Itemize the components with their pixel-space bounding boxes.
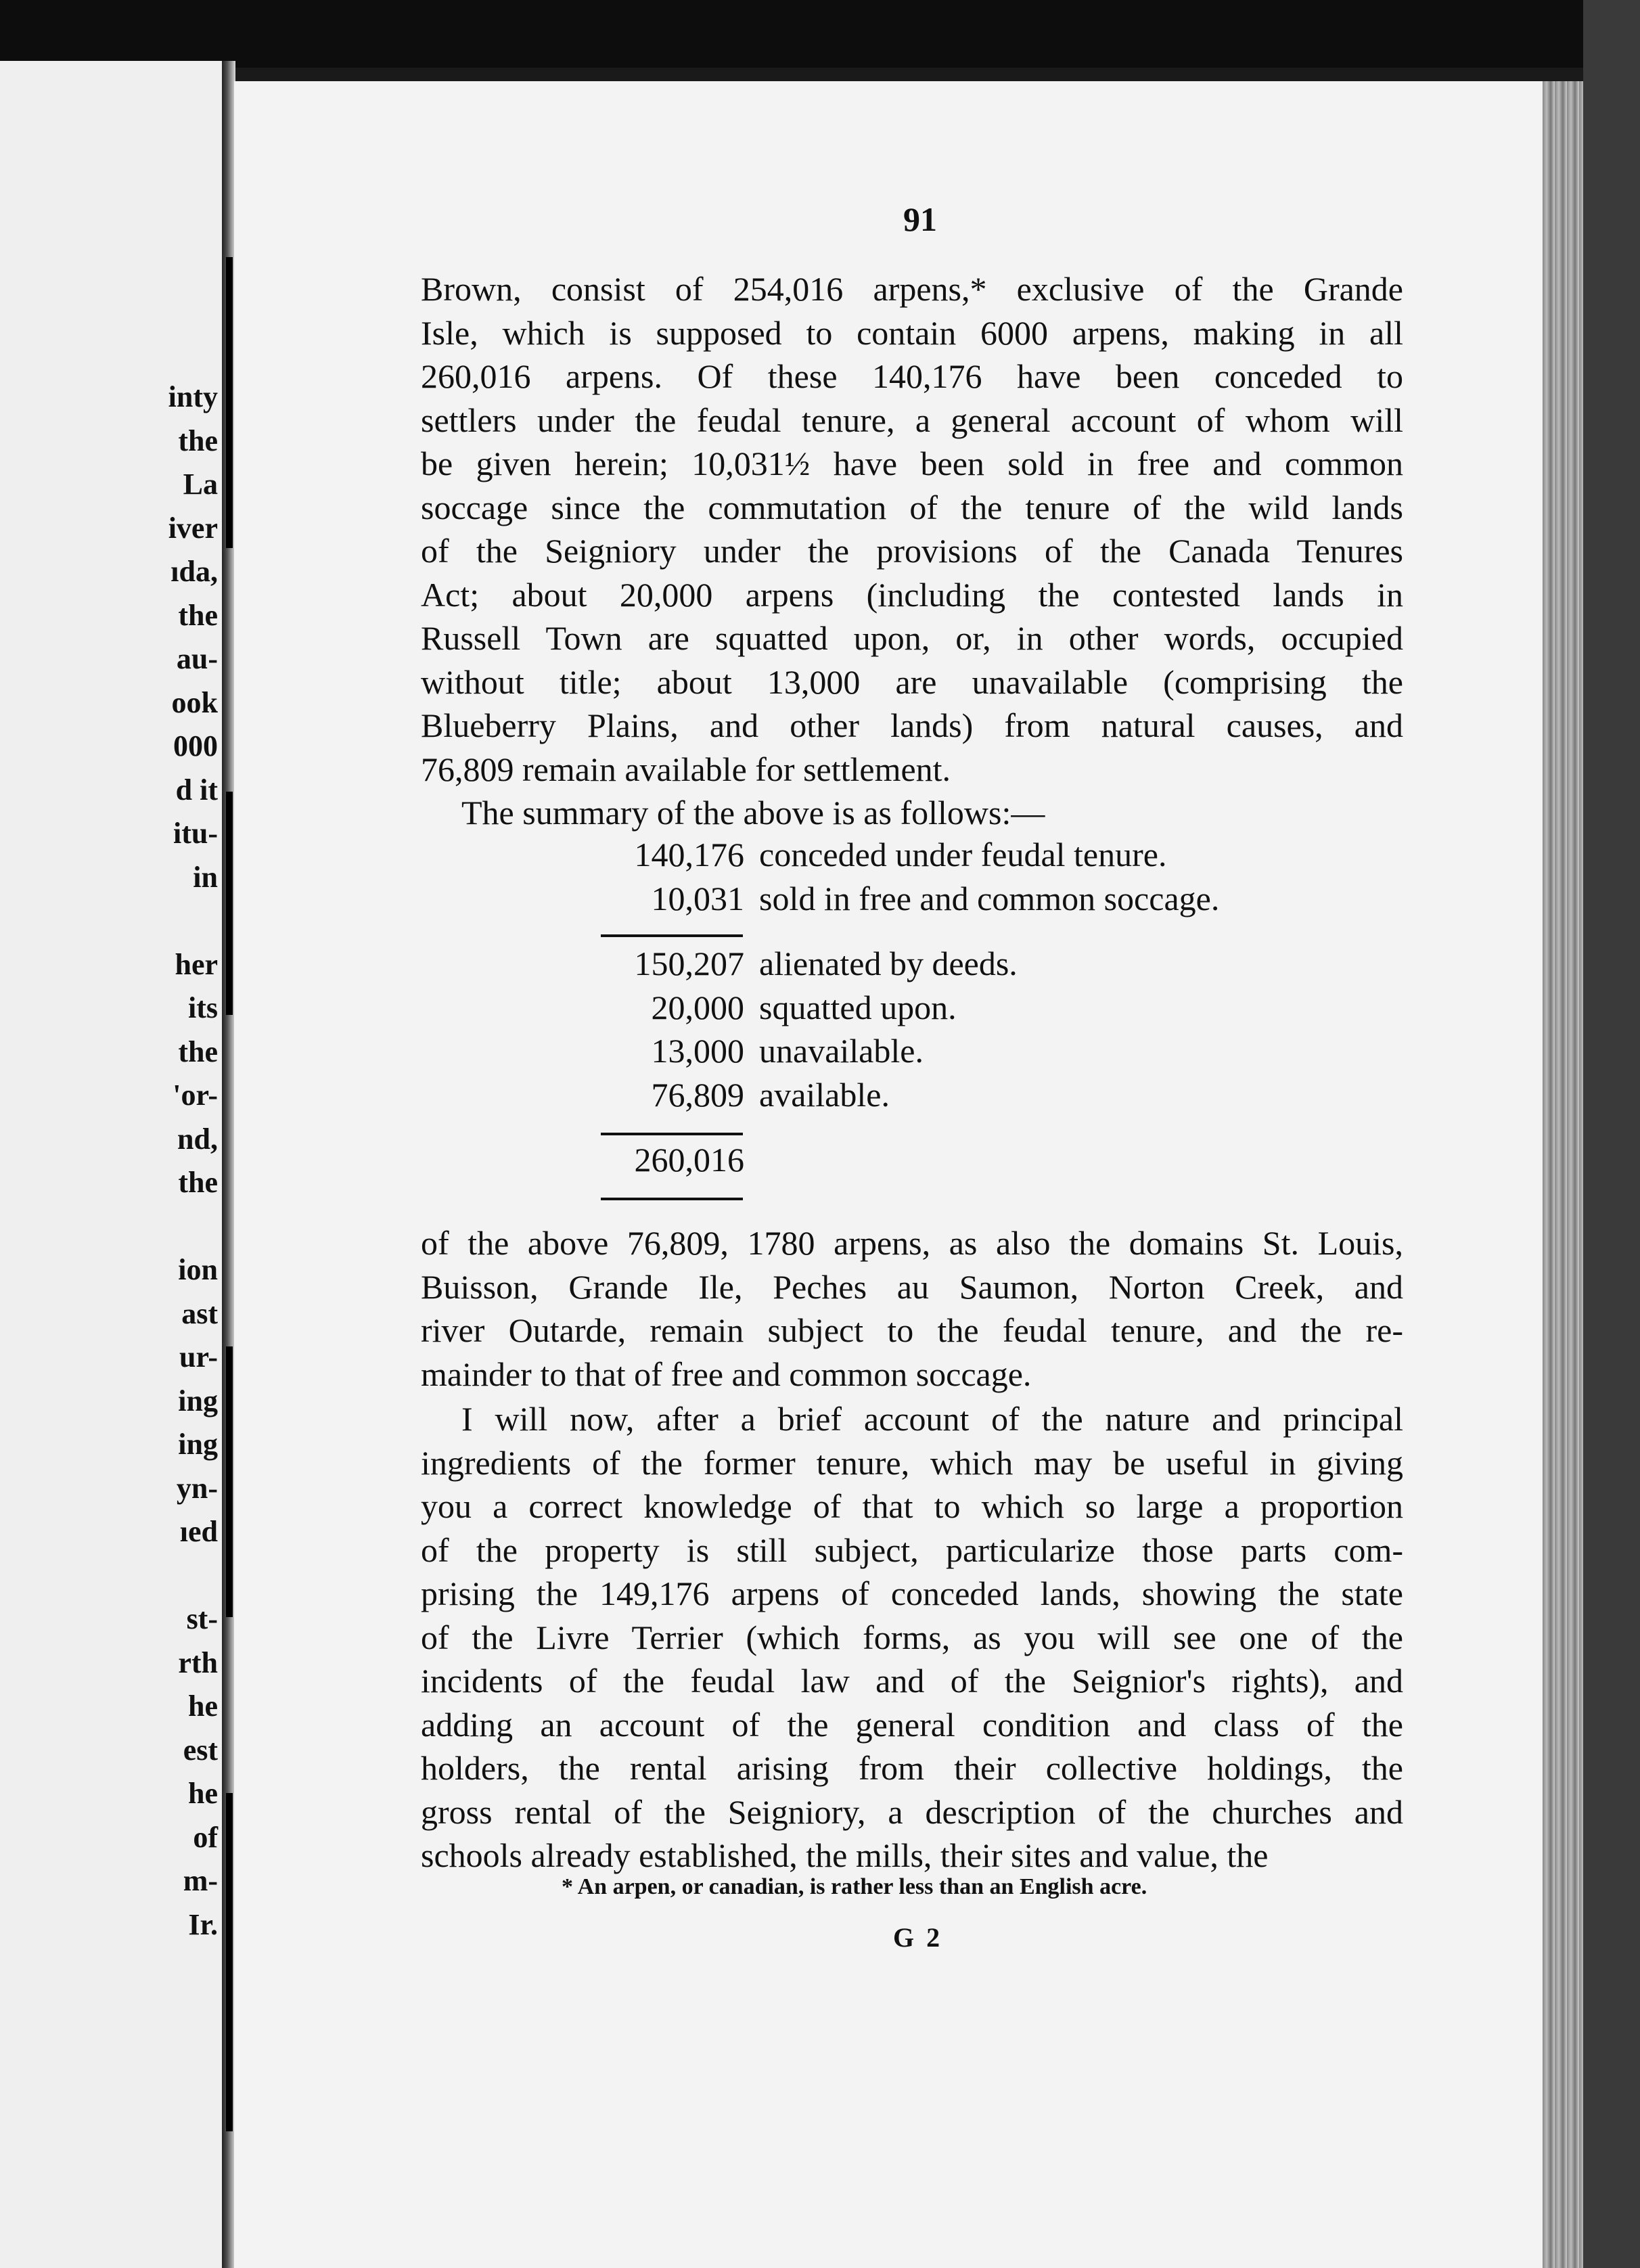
- left-page-fragment: ing: [178, 1384, 218, 1418]
- text-line: Buisson, Grande Ile, Peches au Saumon, Norton Creek, and: [421, 1267, 1403, 1306]
- summary-group-2: [595, 942, 1219, 1116]
- left-page-fragment: iver: [168, 511, 218, 545]
- left-page-fragment: ook: [171, 685, 218, 719]
- left-page-fragment: La: [183, 468, 218, 501]
- binding-stitch: [226, 1793, 233, 2131]
- left-page-fragment: [168, 1554, 218, 1598]
- summary-total: 260,016: [634, 1141, 744, 1179]
- left-page-fragment: ıed: [179, 1515, 218, 1548]
- text-line: soccage since the commutation of the tenure of the wild lands: [421, 488, 1403, 526]
- summary-rule: [601, 934, 743, 937]
- text-line: be given herein; 10,031½ have been sold in free and common: [421, 445, 1403, 482]
- summary-row: [595, 877, 1219, 921]
- text-line: mainder to that of free and common soccage.: [421, 1355, 1032, 1393]
- left-page-fragment: ing: [178, 1428, 218, 1461]
- left-page-fragment: he: [188, 1689, 218, 1723]
- summary-number: 13,000: [651, 1032, 744, 1070]
- text-line: adding an account of the general condition and class of the: [421, 1705, 1403, 1744]
- left-page: [0, 61, 223, 2268]
- summary-label: unavailable.: [759, 1032, 924, 1070]
- text-line: without title; about 13,000 are unavailable (comprising the: [421, 662, 1403, 701]
- summary-row: [595, 986, 1219, 1030]
- left-page-fragment: ast: [181, 1296, 218, 1330]
- left-page-fragment: yn-: [176, 1471, 218, 1505]
- summary-number: 20,000: [651, 988, 744, 1026]
- text-line: settlers under the feudal tenure, a general account of whom will: [421, 401, 1403, 439]
- left-page-fragment: [168, 899, 218, 943]
- text-line: prising the 149,176 arpens of conceded lands, showing the state: [421, 1574, 1403, 1612]
- left-page-fragment: st-: [186, 1602, 218, 1635]
- left-page-fragment: rth: [178, 1646, 218, 1679]
- text-line: of the Seigniory under the provisions of the Canada Tenures: [421, 532, 1403, 570]
- summary-intro-block: [421, 791, 1403, 835]
- text-line: you a correct knowledge of that to which so large a proportion: [421, 1487, 1403, 1525]
- summary-label: squatted upon.: [759, 988, 957, 1026]
- left-page-text-fragments: [168, 376, 218, 1947]
- paragraph-1: [421, 267, 1403, 791]
- text-line: Brown, consist of 254,016 arpens,* exclusive of the Grande: [421, 270, 1403, 308]
- binding-stitch: [226, 1346, 233, 1617]
- left-page-fragment: its: [188, 991, 218, 1024]
- left-page-fragment: of: [193, 1820, 218, 1854]
- summary-intro: The summary of the above is as follows:—: [461, 794, 1045, 832]
- binding-stitch: [226, 792, 233, 1015]
- summary-total-row: [595, 1138, 1219, 1182]
- text-line: incidents of the feudal law and of the Seignior's rights), and: [421, 1662, 1403, 1700]
- text-line: of the Livre Terrier (which forms, as you will see one of the: [421, 1618, 1403, 1656]
- text-line: Russell Town are squatted upon, or, in other words, occupied: [421, 619, 1403, 657]
- page-number: 91: [903, 200, 937, 238]
- signature-mark: G 2: [893, 1922, 943, 1953]
- text-line: holders, the rental arising from their collective holdings, the: [421, 1749, 1403, 1787]
- summary-rule: [601, 1133, 743, 1135]
- page-edges: [1543, 81, 1583, 2268]
- left-page-fragment: d it: [175, 773, 218, 807]
- summary-table: [595, 833, 1219, 1182]
- summary-number: 140,176: [634, 836, 744, 874]
- binding-stitch: [226, 257, 233, 548]
- left-page-fragment: ion: [178, 1253, 218, 1286]
- left-page-fragment: the: [178, 1166, 218, 1199]
- summary-row: [595, 833, 1219, 877]
- text-line: of the property is still subject, particularize those parts com-: [421, 1530, 1403, 1569]
- left-page-fragment: the: [178, 424, 218, 457]
- left-page-fragment: in: [193, 860, 218, 894]
- left-page-fragment: he: [188, 1777, 218, 1810]
- summary-label: conceded under feudal tenure.: [759, 836, 1167, 874]
- summary-row: [595, 942, 1219, 986]
- text-line: ingredients of the former tenure, which may be useful in giving: [421, 1443, 1403, 1482]
- left-page-fragment: the: [178, 1035, 218, 1068]
- left-page-fragment: est: [183, 1733, 218, 1767]
- text-line: schools already established, the mills, their sites and value, the: [421, 1836, 1269, 1874]
- summary-number: 76,809: [651, 1075, 744, 1114]
- paragraph-3: [421, 1397, 1403, 1878]
- left-page-fragment: the: [178, 598, 218, 632]
- left-page-fragment: nd,: [177, 1122, 218, 1156]
- left-page-fragment: Ir.: [188, 1907, 218, 1941]
- paragraph-2: [421, 1221, 1403, 1396]
- left-page-fragment: inty: [168, 380, 218, 413]
- left-page-fragment: her: [175, 947, 218, 981]
- left-page-fragment: itu-: [173, 817, 218, 850]
- text-line: 76,809 remain available for settlement.: [421, 750, 951, 788]
- summary-label: available.: [759, 1075, 890, 1114]
- left-page-fragment: m-: [183, 1864, 218, 1897]
- summary-number: 150,207: [634, 945, 744, 983]
- text-line: Act; about 20,000 arpens (including the contested lands in: [421, 575, 1403, 614]
- text-line: of the above 76,809, 1780 arpens, as also the domains St. Louis,: [421, 1224, 1403, 1262]
- left-page-fragment: au-: [176, 642, 218, 675]
- summary-row: [595, 1073, 1219, 1117]
- left-page-fragment: ur-: [179, 1340, 218, 1374]
- text-line: I will now, after a brief account of the nature and principal: [461, 1400, 1403, 1438]
- text-line: gross rental of the Seigniory, a description of the churches and: [421, 1792, 1403, 1831]
- left-page-fragment: 000: [173, 729, 218, 763]
- text-line: river Outarde, remain subject to the feudal tenure, and the re-: [421, 1311, 1403, 1349]
- footnote: * An arpen, or canadian, is rather less than an English acre.: [562, 1874, 1147, 1899]
- left-page-fragment: ıda,: [170, 555, 218, 588]
- left-page-fragment: 'or-: [173, 1079, 218, 1112]
- summary-label: sold in free and common soccage.: [759, 879, 1220, 917]
- text-line: Isle, which is supposed to contain 6000 arpens, making in all: [421, 313, 1403, 352]
- summary-label: alienated by deeds.: [759, 945, 1018, 983]
- summary-group-1: [595, 833, 1219, 920]
- scan-background: [0, 0, 1640, 68]
- text-line: 260,016 arpens. Of these 140,176 have been conceded to: [421, 357, 1403, 395]
- text-line: Blueberry Plains, and other lands) from natural causes, and: [421, 706, 1403, 744]
- scan-edge: [1583, 0, 1640, 2268]
- summary-number: 10,031: [651, 879, 744, 917]
- summary-rule: [601, 1198, 743, 1200]
- left-page-fragment: [168, 1205, 218, 1249]
- summary-row: [595, 1029, 1219, 1073]
